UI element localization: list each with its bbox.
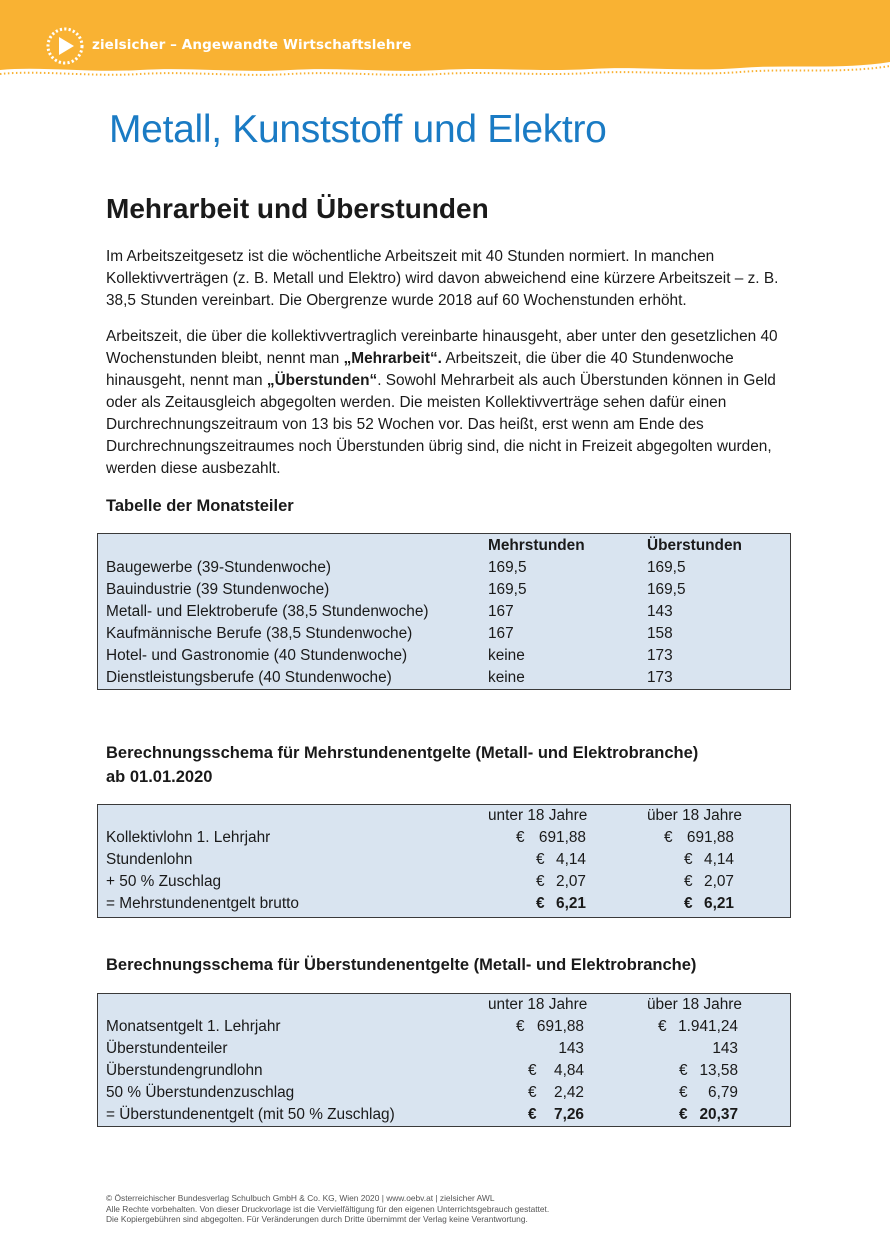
row-mehr: 167 <box>488 625 514 642</box>
table-row <box>98 579 790 601</box>
euro-sign: € <box>536 873 545 890</box>
row-mehr: keine <box>488 669 525 686</box>
table-row <box>98 1060 790 1082</box>
euro-sign: € <box>516 1018 525 1035</box>
euro-sign: € <box>536 895 545 912</box>
page-title: Metall, Kunststoff und Elektro <box>109 108 607 151</box>
row-mehr: 169,5 <box>488 559 527 576</box>
euro-sign: € <box>679 1062 688 1079</box>
table-row <box>98 557 790 579</box>
row-label: Überstundenteiler <box>106 1040 228 1057</box>
mehrstunden-heading: Berechnungsschema für Mehrstundenentgelte (Metall- und Elektrobranche) ab 01.01.2020 <box>106 744 699 786</box>
row-label: = Mehrstundenentgelt brutto <box>106 895 299 912</box>
brand-name: zielsicher – Angewandte Wirtschaftslehre <box>92 37 412 53</box>
euro-sign: € <box>516 829 525 846</box>
euro-sign: € <box>684 851 693 868</box>
footer-disclaimer: Die Kopiergebühren sind abgegolten. Für Veränderungen durch Dritte übernimmt der Verlag keine Verantwortung. <box>106 1214 528 1224</box>
table-row <box>98 601 790 623</box>
euro-sign: € <box>684 895 693 912</box>
value-unter-18: 4,84 <box>554 1062 584 1079</box>
euro-sign: € <box>679 1106 688 1123</box>
mehrstunden-table <box>97 804 791 918</box>
col-unter-18: unter 18 Jahre <box>488 807 588 824</box>
table-row <box>98 667 790 689</box>
value-ueber-18: 6,79 <box>708 1084 738 1101</box>
row-label: Dienstleistungsberufe (40 Stundenwoche) <box>106 669 392 686</box>
row-ueber: 169,5 <box>647 559 686 576</box>
row-label: + 50 % Zuschlag <box>106 873 222 890</box>
table-header-row <box>98 535 790 557</box>
row-ueber: 173 <box>647 647 673 664</box>
value-unter-18: 143 <box>558 1040 584 1057</box>
row-ueber: 169,5 <box>647 581 686 598</box>
table-row <box>98 827 790 849</box>
row-label: Kollektivlohn 1. Lehrjahr <box>106 829 271 846</box>
footer-copyright: © Österreichischer Bundesverlag Schulbuch GmbH & Co. KG, Wien 2020 | www.oebv.at | zielsicher AWL <box>106 1193 495 1203</box>
table-row <box>98 1104 790 1126</box>
euro-sign: € <box>528 1106 537 1123</box>
row-mehr: keine <box>488 647 525 664</box>
value-ueber-18: 4,14 <box>704 851 734 868</box>
col-ueberstunden: Überstunden <box>647 537 742 554</box>
euro-sign: € <box>528 1062 537 1079</box>
table-row <box>98 893 790 915</box>
footer <box>106 1193 549 1225</box>
value-unter-18: 691,88 <box>536 1018 584 1035</box>
ueberstunden-heading: Berechnungsschema für Überstundenentgelte (Metall- und Elektrobranche) <box>106 956 697 974</box>
value-ueber-18: 6,21 <box>704 895 734 912</box>
row-label: Stundenlohn <box>106 851 193 868</box>
table-row <box>98 623 790 645</box>
table-row <box>98 1038 790 1060</box>
value-ueber-18: 20,37 <box>699 1106 738 1123</box>
euro-sign: € <box>679 1084 688 1101</box>
intro-paragraph: Im Arbeitszeitgesetz ist die wöchentliche Arbeitszeit mit 40 Stunden normiert. In manchen Kollektivverträgen (z. B. Metall und Elektro) wird davon abweichend eine kürzere Arbeitszeit – z. B. 38,5 Stunden vereinbart. Die Obergrenze wurde 2018 auf 60 Wochenstunden erhöht. <box>106 248 779 309</box>
value-unter-18: 7,26 <box>554 1106 584 1123</box>
value-unter-18: 2,42 <box>554 1084 584 1101</box>
row-label: Metall- und Elektroberufe (38,5 Stundenwoche) <box>106 603 429 620</box>
value-ueber-18: 143 <box>712 1040 738 1057</box>
table-header-row <box>98 994 790 1016</box>
euro-sign: € <box>528 1084 537 1101</box>
row-label: Bauindustrie (39 Stundenwoche) <box>106 581 330 598</box>
euro-sign: € <box>536 851 545 868</box>
row-ueber: 158 <box>647 625 673 642</box>
col-mehrstunden: Mehrstunden <box>488 537 585 554</box>
header-banner <box>0 0 890 78</box>
table-row <box>98 1016 790 1038</box>
value-unter-18: 4,14 <box>556 851 586 868</box>
row-label: 50 % Überstundenzuschlag <box>106 1084 295 1101</box>
col-ueber-18: über 18 Jahre <box>647 996 742 1013</box>
ueberstunden-table <box>97 993 791 1127</box>
row-label: Kaufmännische Berufe (38,5 Stundenwoche) <box>106 625 413 642</box>
value-ueber-18: 2,07 <box>704 873 734 890</box>
value-unter-18: 2,07 <box>556 873 586 890</box>
row-label: Hotel- und Gastronomie (40 Stundenwoche) <box>106 647 408 664</box>
value-ueber-18: 691,88 <box>686 829 734 846</box>
table-header-row <box>98 805 790 827</box>
table-row <box>98 1082 790 1104</box>
row-mehr: 169,5 <box>488 581 527 598</box>
euro-sign: € <box>684 873 693 890</box>
euro-sign: € <box>658 1018 667 1035</box>
monatsteiler-heading: Tabelle der Monatsteiler <box>106 497 294 515</box>
mehrarbeit-paragraph: Arbeitszeit, die über die kollektivvertraglich vereinbarte hinausgeht, aber unter den gesetzlichen 40 Wochenstunden bleibt, nennt man „Mehrarbeit“. Arbeitszeit, die über die 40 Stundenwoche hinausgeht, nennt man „Überstunden“. Sowohl Mehrarbeit als auch Überstunden können in Geld oder als Zeitausgleich abgegolten werden. Die meisten Kollektivverträge sehen dafür einen Durchrechnungszeitraum von 13 bis 52 Wochen vor. Das heißt, erst wenn am Ende des Durchrechnungszeitraumes noch Überstunden übrig sind, die nicht in Freizeit abgegolten wurden, werden diese ausbezahlt. <box>106 328 778 477</box>
table-row <box>98 849 790 871</box>
col-ueber-18: über 18 Jahre <box>647 807 742 824</box>
value-ueber-18: 13,58 <box>699 1062 738 1079</box>
section-title: Mehrarbeit und Überstunden <box>106 193 489 224</box>
footer-rights: Alle Rechte vorbehalten. Von dieser Druckvorlage ist die Vervielfältigung für den eigenen Unterrichtsgebrauch gestattet. <box>106 1203 550 1214</box>
table-row <box>98 871 790 893</box>
value-unter-18: 6,21 <box>556 895 586 912</box>
row-ueber: 173 <box>647 669 673 686</box>
table-row <box>98 645 790 667</box>
value-ueber-18: 1.941,24 <box>678 1018 738 1035</box>
row-ueber: 143 <box>647 603 673 620</box>
row-label: Überstundengrundlohn <box>106 1062 263 1079</box>
row-label: Baugewerbe (39-Stundenwoche) <box>106 559 332 576</box>
row-label: Monatsentgelt 1. Lehrjahr <box>106 1018 281 1035</box>
row-mehr: 167 <box>488 603 514 620</box>
euro-sign: € <box>664 829 673 846</box>
row-label: = Überstundenentgelt (mit 50 % Zuschlag) <box>106 1106 395 1123</box>
monatsteiler-table <box>97 533 791 690</box>
col-unter-18: unter 18 Jahre <box>488 996 588 1013</box>
value-unter-18: 691,88 <box>538 829 586 846</box>
